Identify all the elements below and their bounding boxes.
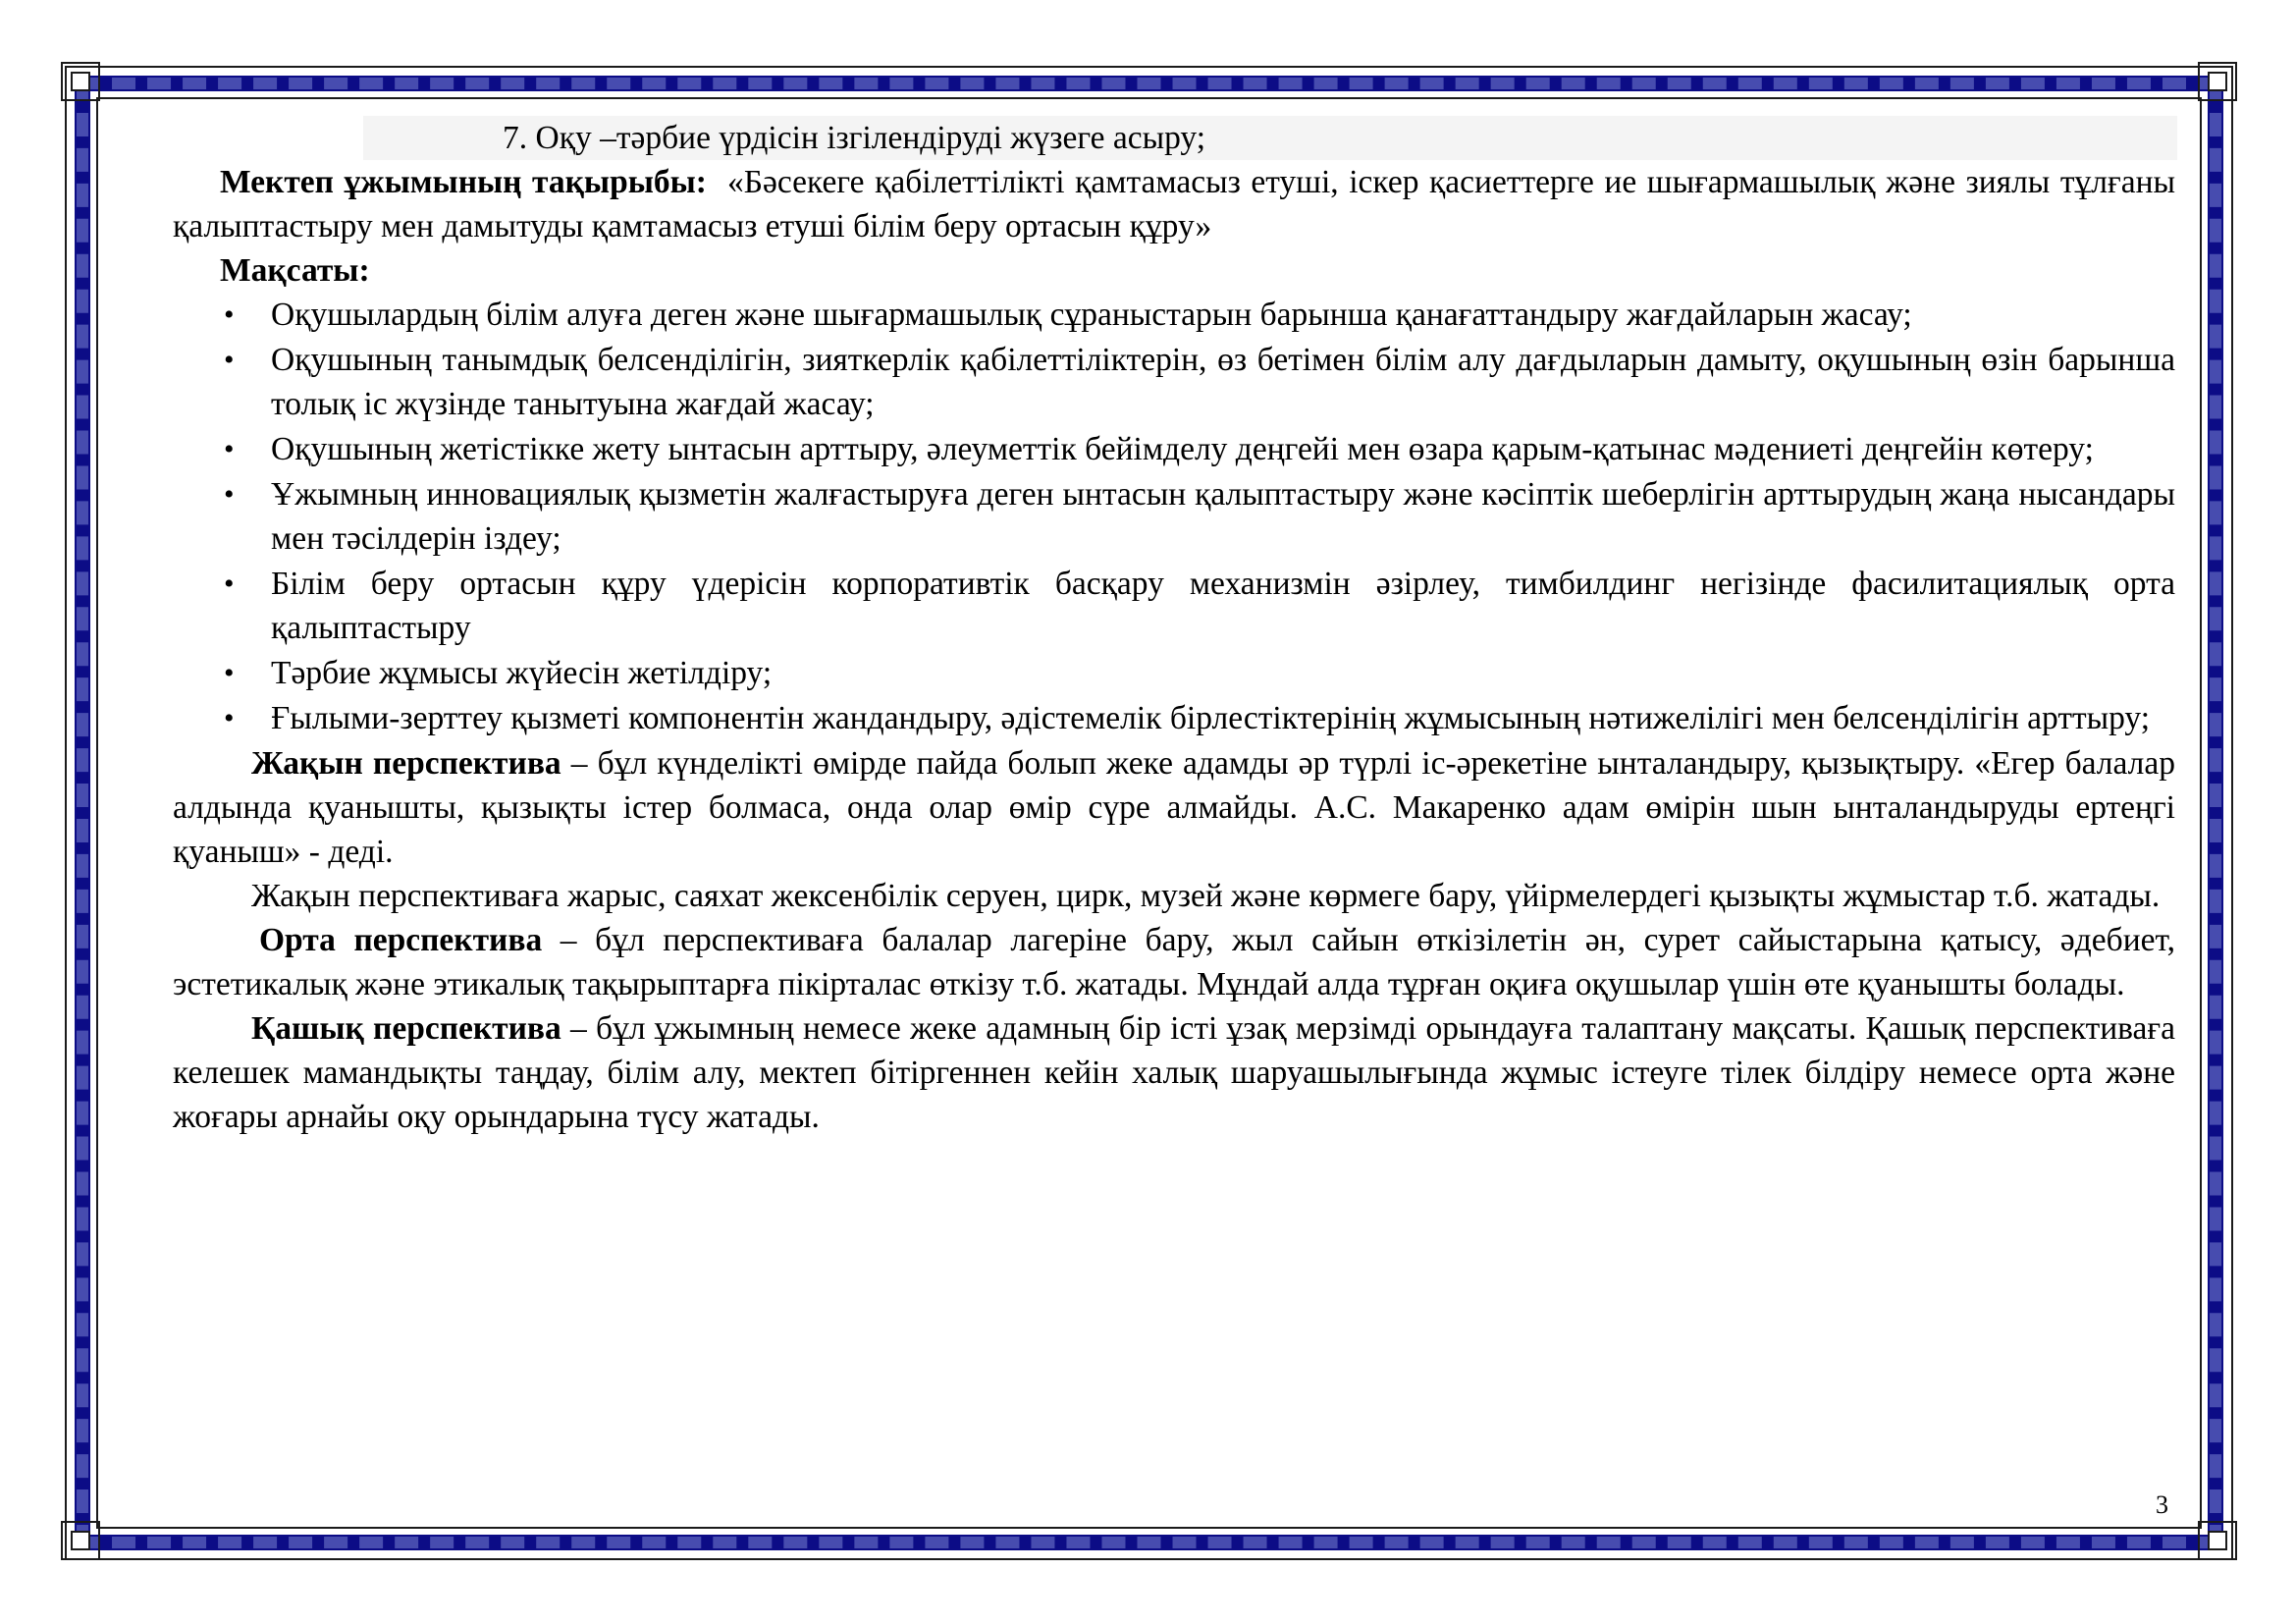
goals-list — [173, 293, 2175, 740]
list-item: • Ұжымның инновациялық қызметін жалғастыруға деген ынтасын қалыптастыру және кәсіптік шеберлігін арттырудың жаңа нысандары мен тәсілдерін іздеу; — [173, 472, 2175, 561]
bullet-icon: • — [224, 298, 235, 331]
far-perspective-text: – бұл ұжымның немесе жеке адамның бір істі ұзақ мерзімді орындауға талаптану мақсаты. Қашық перспективаға келешек мамандықты таңдау, білім алу, мектеп бітіргеннен кейін халық шаруашылығында жұмыс істеуге тілек білдіру немесе орта және жоғары арнайы оқу орындарына түсу жатады. — [173, 1010, 2175, 1135]
list-item: • Оқушының жетістікке жету ынтасын арттыру, әлеуметтік бейімделу деңгейі мен өзара қарым-қатынас мәдениеті деңгейін көтеру; — [173, 427, 2175, 471]
middle-perspective-paragraph — [173, 918, 2175, 1006]
list-item: • Оқушылардың білім алуға деген және шығармашылық сұраныстарын барынша қанағаттандыру жағдайларын жасау; — [173, 293, 2175, 337]
far-perspective-paragraph — [173, 1006, 2175, 1139]
near-perspective-text: – бұл күнделікті өмірде пайда болып жеке адамды әр түрлі іс-әрекетіне ынталандыру, қызықтыру. «Егер балалар алдында қуанышты, қызықты істер болмаса, онда олар өмір сүре алмайды. А.С. Макаренко адам өмірін шын ынталандыруды ертеңгі қуаныш» - деді. — [173, 745, 2175, 870]
document-body — [173, 116, 2175, 1139]
border-corner-bottom-left — [61, 1521, 100, 1560]
bullet-icon: • — [224, 433, 235, 465]
bullet-icon: • — [224, 478, 235, 511]
middle-perspective-label: Орта перспектива — [259, 922, 543, 958]
bullet-icon: • — [224, 568, 235, 600]
list-item: • Ғылыми-зерттеу қызметі компонентін жандандыру, әдістемелік бірлестіктерінің жұмысының нәтижелілігі мен белсенділігін арттыру; — [173, 696, 2175, 740]
list-item: • Білім беру ортасын құру үдерісін корпоративтік басқару механизмін әзірлеу, тимбилдинг негізінде фасилитациялық орта қалыптастыру — [173, 562, 2175, 650]
page-number: 3 — [2156, 1490, 2168, 1519]
far-perspective-label: Қашық перспектива — [251, 1010, 561, 1047]
list-item: • Оқушының танымдық белсенділігін, зияткерлік қабілеттіліктерін, өз бетімен білім алу дағдыларын дамыту, оқушының өзін барынша толық іс жүзінде танытуына жағдай жасау; — [173, 338, 2175, 426]
school-theme-paragraph — [173, 160, 2175, 248]
section-heading: 7. Оқу –тәрбие үрдісін ізгілендіруді жүзеге асыру; — [363, 116, 2177, 160]
near-perspective-paragraph — [173, 741, 2175, 874]
school-theme-text: «Бәсекеге қабілеттілікті қамтамасыз етуші, іскер қасиеттерге ие шығармашылық және зиялы тұлғаны қалыптастыру мен дамытуды қамтамасыз етуші білім беру ортасын құру» — [173, 164, 2175, 244]
school-theme-label: Мектеп ұжымының тақырыбы: — [220, 164, 707, 200]
border-corner-top-right — [2198, 62, 2237, 101]
bullet-icon: • — [224, 344, 235, 376]
bullet-icon: • — [224, 657, 235, 689]
bullet-icon: • — [224, 702, 235, 734]
list-item: • Тәрбие жұмысы жүйесін жетілдіру; — [173, 651, 2175, 695]
border-corner-bottom-right — [2198, 1521, 2237, 1560]
near-perspective-examples: Жақын перспективаға жарыс, саяхат жексенбілік серуен, цирк, музей және көрмеге бару, үйірмелердегі қызықты жұмыстар т.б. жатады. — [251, 878, 2161, 914]
middle-perspective-text: – бұл перспективаға балалар лагеріне бару, жыл сайын өткізілетін ән, сурет сайыстарына қатысу, әдебиет, эстетикалық және этикалық тақырыптарға пікірталас өткізу т.б. жатады. Мұндай алда тұрған оқиға оқушылар үшін өте қуанышты болады. — [173, 922, 2175, 1002]
near-perspective-label: Жақын перспектива — [251, 745, 561, 782]
border-corner-top-left — [61, 62, 100, 101]
goals-heading: Мақсаты: — [220, 252, 370, 289]
